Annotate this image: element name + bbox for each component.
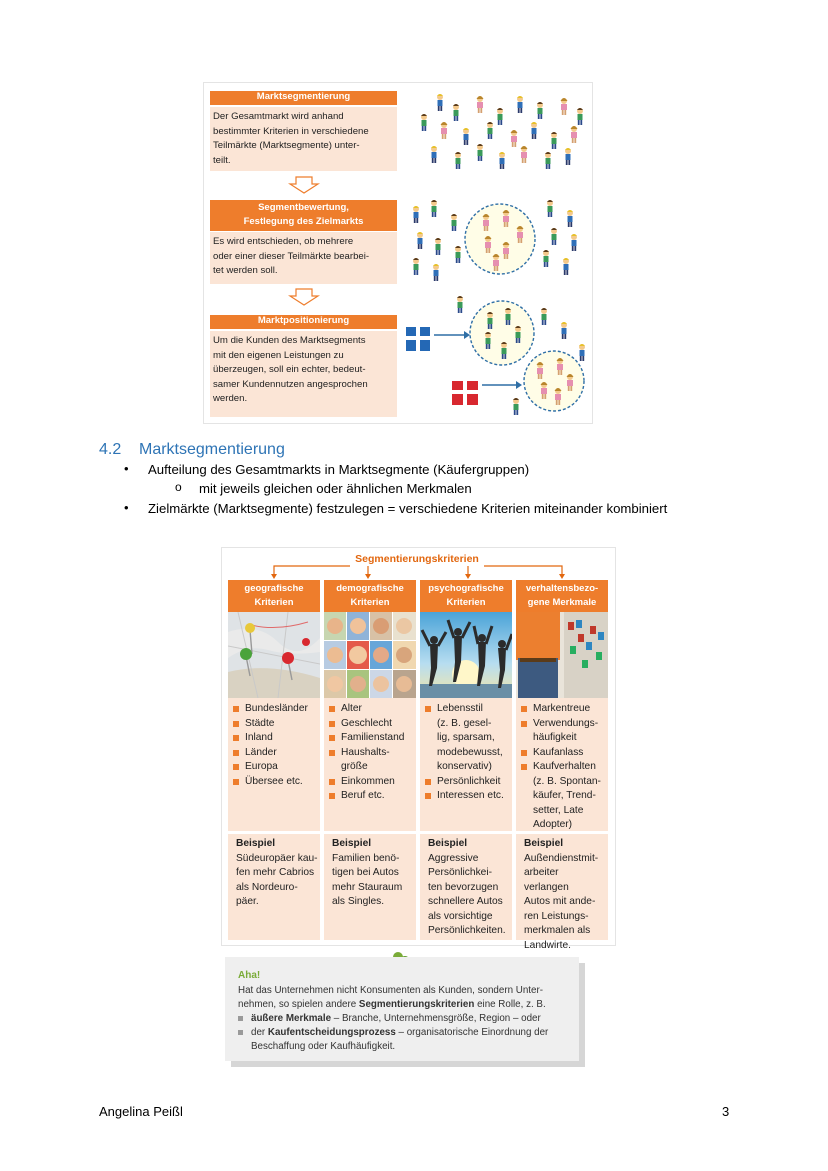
section-heading <box>99 441 285 459</box>
list-item: Persönlichkeit <box>424 775 510 790</box>
step1-body-line: teilt. <box>213 154 231 166</box>
bullet-1: Aufteilung des Gesamtmarkts in Marktsegmente (Käufergruppen) <box>148 462 530 477</box>
aha-bold-text: Kaufentscheidungsprozess <box>267 1027 396 1038</box>
aha-text: – Branche, Unternehmensgröße, Region – oder <box>331 1013 541 1024</box>
aha-bullet <box>238 1030 243 1035</box>
highlighted-text: setter, Late <box>533 804 584 816</box>
column-head-line: psychografische <box>428 583 504 594</box>
example-line: mehr Stauraum <box>332 881 403 893</box>
list-item-continuation: (z. B. Spontan- <box>533 775 601 787</box>
list-item: Haushalts- <box>328 746 414 761</box>
example-label: Beispiel <box>524 838 564 849</box>
list-item-continuation: modebewusst, <box>437 746 503 758</box>
aha-item <box>251 1027 548 1038</box>
list-item-continuation: lig, sparsam, <box>437 732 495 743</box>
step1-body-line: Teilmärkte (Marktsegmente) unter- <box>213 140 360 151</box>
criteria-connector <box>222 548 615 582</box>
down-arrow-icon <box>288 288 320 306</box>
aha-line: Hat das Unternehmen nicht Konsumenten als Kunden, sondern Unter- <box>238 985 543 996</box>
step2-title-line: Segmentbewertung, <box>258 202 349 213</box>
example-line: Südeuropäer kau- <box>236 852 318 864</box>
step1-title: Marktsegmentierung <box>210 91 397 105</box>
example-line: als Singles. <box>332 896 385 907</box>
aha-bold-text: äußere Merkmale <box>251 1013 332 1024</box>
list-item: Interessen etc. <box>424 789 510 804</box>
step2-title-line: Festlegung des Zielmarkts <box>243 216 364 227</box>
list-item: Übersee etc. <box>232 775 318 790</box>
example-geographic <box>228 834 320 940</box>
aha-bullet <box>238 1016 243 1021</box>
aha-line <box>238 999 546 1010</box>
example-line: merkmalen als <box>524 925 591 936</box>
step2-body-line: oder einer dieser Teilmärkte bearbei- <box>213 250 370 262</box>
column-head-line: demografische <box>336 583 404 594</box>
list-item: Geschlecht <box>328 717 414 732</box>
list-item-continuation: größe <box>341 761 368 772</box>
column-head-line: Kriterien <box>254 597 294 608</box>
step2-title <box>210 200 397 231</box>
page-number: 3 <box>722 1104 730 1119</box>
step3-body-line: werden. <box>213 393 248 404</box>
example-line: schnellere Autos <box>428 896 503 907</box>
step3-body-line: Um die Kunden des Marktsegments <box>213 335 366 346</box>
example-line: arbeiter verlangen <box>524 867 569 893</box>
people-illustration <box>404 85 590 421</box>
list-item-continuation: konservativ) <box>437 761 492 772</box>
column-head-line: Kriterien <box>446 597 486 608</box>
list-item: Markentreue <box>520 702 606 717</box>
example-line: Autos mit ande- <box>524 896 596 907</box>
list-item: Lebensstil <box>424 702 510 717</box>
list-item: Städte <box>232 717 318 732</box>
example-line: päer. <box>236 896 259 907</box>
example-line: Persönlichkei- <box>428 867 492 878</box>
example-line: Landwirte. <box>524 939 572 951</box>
aha-text: nehmen, so spielen andere <box>238 999 359 1010</box>
example-line: tigen bei Autos <box>332 867 399 878</box>
column-head-behavioral <box>516 580 608 613</box>
bullet-dot: • <box>124 500 129 515</box>
example-label: Beispiel <box>428 838 468 849</box>
column-head-demographic <box>324 580 416 613</box>
section-title: Marktsegmentierung <box>139 441 285 458</box>
example-line: Außendienstmit- <box>524 852 599 864</box>
step2-body-line: tet werden soll. <box>213 265 278 276</box>
example-line: Persönlichkeiten. <box>428 925 506 936</box>
example-line: ten bevorzugen <box>428 881 499 893</box>
map-with-pins-image <box>228 612 320 698</box>
step1-body <box>210 107 397 171</box>
column-head-line: gene Merkmale <box>527 597 597 608</box>
example-line: als vorsichtige <box>428 910 493 922</box>
step3-body-line: samer Kundennutzen angesprochen <box>213 378 368 390</box>
example-demographic <box>324 834 416 940</box>
aha-text: der <box>251 1027 268 1038</box>
list-item: Familienstand <box>328 731 414 746</box>
criteria-list-behavioral <box>516 698 608 831</box>
list-item: Einkommen <box>328 775 414 790</box>
step2-body <box>210 232 397 284</box>
aha-text: eine Rolle, z. B. <box>474 999 546 1010</box>
list-item: Kaufverhalten <box>520 760 606 775</box>
segmentation-criteria-figure <box>221 547 616 951</box>
step1-body-line: Der Gesamtmarkt wird anhand <box>213 111 344 122</box>
bullet-2: Zielmärkte (Marktsegmente) festzulegen = verschiedene Kriterien miteinander kombiniert <box>148 501 668 516</box>
list-item: Kaufanlass <box>520 746 606 761</box>
column-head-line: Kriterien <box>350 597 390 608</box>
list-item: Verwendungs- <box>520 717 606 732</box>
example-line: als Nordeuro- <box>236 881 298 893</box>
criteria-list-geographic <box>228 698 320 831</box>
example-line: Familien benö- <box>332 852 400 864</box>
list-item: Beruf etc. <box>328 789 414 804</box>
faces-collage-image <box>324 612 416 698</box>
list-item: Alter <box>328 702 414 717</box>
sub-bullet-marker: o <box>175 480 182 494</box>
market-segmentation-figure <box>203 82 593 424</box>
aha-title: Aha! <box>238 970 261 981</box>
column-head-line: verhaltensbezo- <box>525 583 599 594</box>
column-head-psychographic <box>420 580 512 613</box>
list-item: Europa <box>232 760 318 775</box>
example-behavioral <box>516 834 608 951</box>
step2-body-line: Es wird entschieden, ob mehrere <box>213 236 354 247</box>
column-head-geographic <box>228 580 320 613</box>
down-arrow-icon <box>288 176 320 194</box>
footer-author: Angelina Peißl <box>99 1104 183 1119</box>
criteria-list-demographic <box>324 698 416 831</box>
supermarket-shopper-image <box>516 612 608 698</box>
list-item: Länder <box>232 746 318 761</box>
step1-body-line: bestimmter Kriterien in verschiedene <box>213 125 369 137</box>
aha-bold-text: Segmentierungskriterien <box>358 999 475 1010</box>
list-item-continuation: käufer, Trend- <box>533 790 596 801</box>
list-item-continuation: (z. B. gesel- <box>437 717 492 729</box>
list-item: Inland <box>232 731 318 746</box>
people-jumping-image <box>420 612 512 698</box>
highlighted-text: Adopter) <box>533 819 573 830</box>
step3-title: Marktpositionierung <box>210 315 397 329</box>
aha-item-continuation: Beschaffung oder Kaufhäufigkeit. <box>251 1041 396 1052</box>
aha-item <box>251 1013 541 1024</box>
list-item-continuation <box>520 804 606 819</box>
list-item: Bundesländer <box>232 702 318 717</box>
example-psychographic <box>420 834 512 940</box>
example-line: Aggressive <box>428 852 479 864</box>
bullet-dot: • <box>124 461 129 476</box>
step3-body-line: überzeugen, soll ein echter, bedeut- <box>213 364 366 375</box>
example-label: Beispiel <box>236 838 276 849</box>
list-item-continuation <box>520 818 606 833</box>
aha-info-box <box>223 957 605 1069</box>
list-item-continuation: häufigkeit <box>533 732 577 743</box>
criteria-list-psychographic <box>420 698 512 831</box>
step3-body-line: mit den eigenen Leistungen zu <box>213 349 344 361</box>
example-label: Beispiel <box>332 838 372 849</box>
column-head-line: geografische <box>244 583 304 594</box>
aha-text: – organisatorische Einordnung der <box>395 1027 549 1038</box>
example-line: ren Leistungs- <box>524 910 589 922</box>
bullet-1-sub: mit jeweils gleichen oder ähnlichen Merkmalen <box>199 481 472 496</box>
section-number: 4.2 <box>99 441 122 458</box>
step3-body <box>210 331 397 417</box>
example-line: fen mehr Cabrios <box>236 867 315 878</box>
criteria-title: Segmentierungskriterien <box>355 553 479 565</box>
